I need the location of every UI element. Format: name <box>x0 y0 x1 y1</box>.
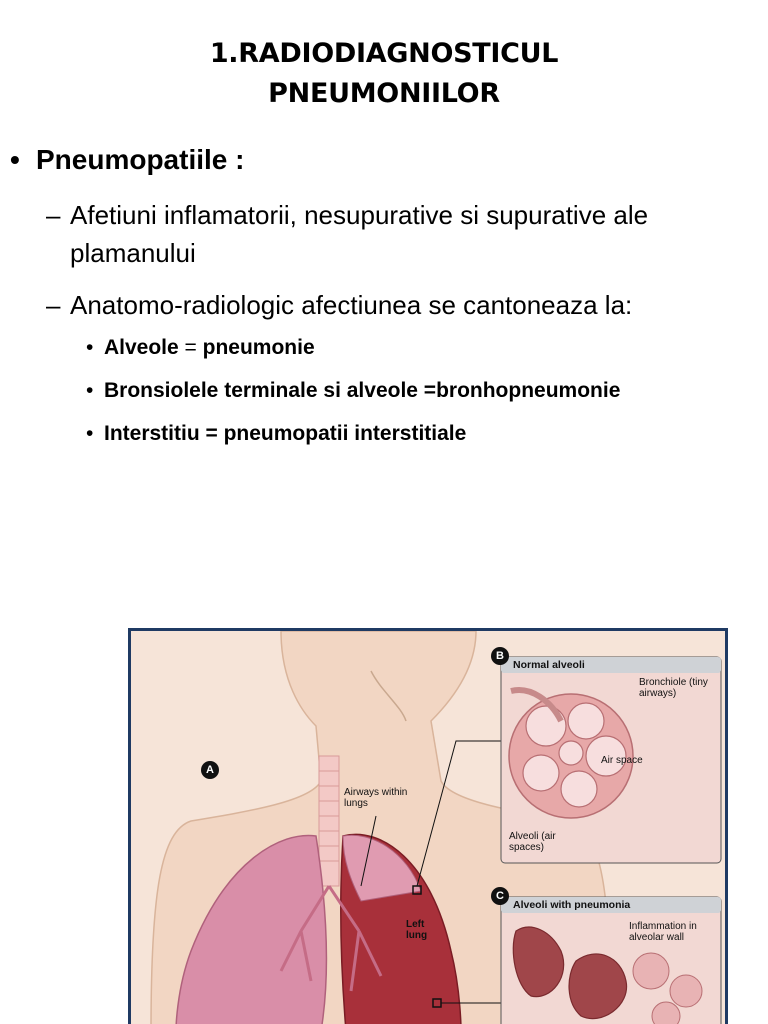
sub-bullet-1-def: pneumonie <box>202 336 315 359</box>
bullet-marker: • <box>10 144 20 175</box>
panel-b-title: Normal alveoli <box>513 659 585 671</box>
air-space-label: Air space <box>601 755 643 766</box>
sub-bullet-marker: • <box>86 379 94 402</box>
inflammation-label: Inflammation in alveolar wall <box>629 921 697 943</box>
main-bullet <box>10 144 244 176</box>
sub-bullet-1 <box>86 336 315 360</box>
page-title <box>0 34 768 114</box>
sub-bullet-2 <box>86 379 620 403</box>
dash-marker: – <box>46 290 61 320</box>
title-line-2: PNEUMONIILOR <box>268 78 500 109</box>
title-line-1: 1.RADIODIAGNOSTICUL <box>209 38 559 69</box>
main-bullet-text: Pneumopatiile : <box>36 144 245 175</box>
sub-bullet-3 <box>86 422 466 446</box>
bronchiole-label: Bronchiole (tiny airways) <box>639 677 708 699</box>
sub-bullet-marker: • <box>86 336 94 359</box>
lung-illustration <box>128 628 728 1024</box>
airways-label: Airways within lungs <box>344 787 408 809</box>
sub-bullet-1-sep: = <box>178 336 203 359</box>
dash-item-1-text: Afetiuni inflamatorii, nesupurative si supurative ale plamanului <box>70 200 649 268</box>
sub-bullet-2-text: Bronsiolele terminale si alveole =bronhopneumonie <box>104 379 621 402</box>
dash-marker: – <box>46 200 61 230</box>
figure-badge-a: A <box>201 761 219 779</box>
dash-item-1 <box>46 196 768 272</box>
panel-c-title: Alveoli with pneumonia <box>513 899 631 911</box>
sub-bullet-1-term: Alveole <box>104 336 179 359</box>
alveoli-label: Alveoli (air spaces) <box>509 831 556 853</box>
dash-item-2 <box>46 286 768 324</box>
sub-bullet-marker: • <box>86 422 94 445</box>
sub-bullet-3-text: Interstitiu = pneumopatii interstitiale <box>104 422 467 445</box>
figure-badge-b: B <box>491 647 509 665</box>
left-lung-label: Left lung <box>406 919 428 941</box>
dash-item-2-text: Anatomo-radiologic afectiunea se cantoneaza la: <box>70 290 633 320</box>
figure-badge-c: C <box>491 887 509 905</box>
